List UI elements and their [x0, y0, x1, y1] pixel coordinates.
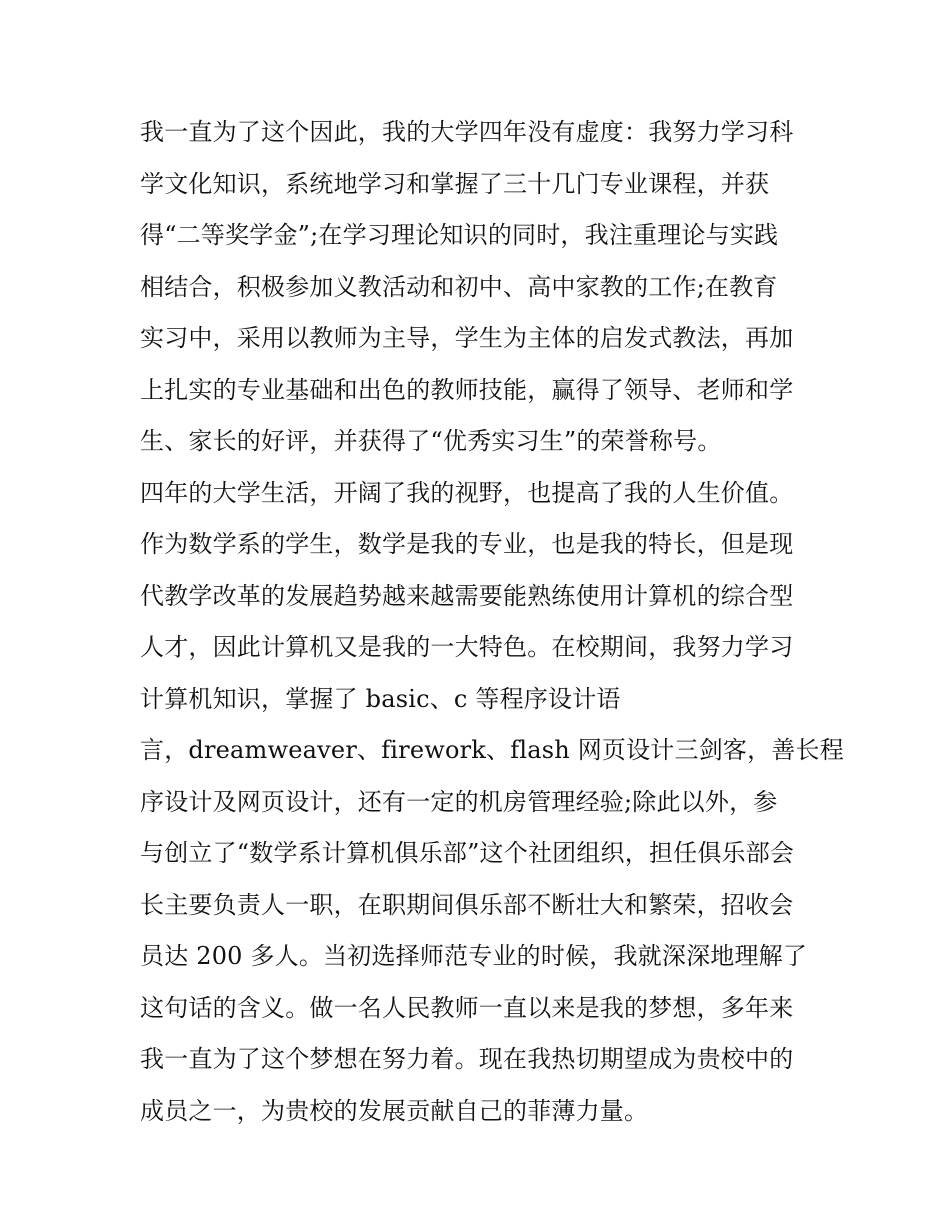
text-line: 我一直为了这个因此，我的大学四年没有虚度：我努力学习科	[140, 118, 794, 146]
text-line: 成员之一，为贵校的发展贡献自己的菲薄力量。	[140, 1096, 649, 1125]
text-line: 我一直为了这个梦想在努力着。现在我热切期望成为贵校中的	[140, 1045, 794, 1073]
text-line: 长主要负责人一职，在职期间俱乐部不断壮大和繁荣，招收会	[140, 890, 794, 919]
text-line: 言，dreamweaver、firework、flash 网页设计三剑客，善长程	[140, 736, 844, 764]
text-line: 实习中，采用以教师为主导，学生为主体的启发式教法，再加	[140, 324, 794, 352]
text-line: 相结合，积极参加义教活动和初中、高中家教的工作;在教育	[140, 272, 778, 301]
text-line: 四年的大学生活，开阔了我的视野，也提高了我的人生价值。	[140, 478, 794, 507]
text-line: 计算机知识，掌握了 basic、c 等程序设计语	[140, 684, 621, 713]
text-line: 人才，因此计算机又是我的一大特色。在校期间，我努力学习	[140, 633, 794, 661]
text-line: 与创立了“数学系计算机俱乐部”这个社团组织，担任俱乐部会	[140, 839, 795, 867]
text-line: 代教学改革的发展趋势越来越需要能熟练使用计算机的综合型	[140, 581, 794, 610]
text-line: 上扎实的专业基础和出色的教师技能，赢得了领导、老师和学	[140, 375, 794, 404]
text-line: 生、家长的好评，并获得了“优秀实习生”的荣誉称号。	[140, 427, 722, 455]
text-line: 学文化知识，系统地学习和掌握了三十几门专业课程，并获	[140, 169, 770, 198]
text-line: 员达 200 多人。当初选择师范专业的时候，我就深深地理解了	[140, 942, 808, 970]
text-line: 得“二等奖学金”;在学习理论知识的同时，我注重理论与实践	[140, 221, 779, 249]
body-text	[140, 107, 844, 1137]
text-line: 序设计及网页设计，还有一定的机房管理经验;除此以外，参	[140, 787, 778, 816]
text-line: 这句话的含义。做一名人民教师一直以来是我的梦想，多年来	[140, 993, 794, 1022]
text-line: 作为数学系的学生，数学是我的专业，也是我的特长，但是现	[140, 530, 794, 558]
